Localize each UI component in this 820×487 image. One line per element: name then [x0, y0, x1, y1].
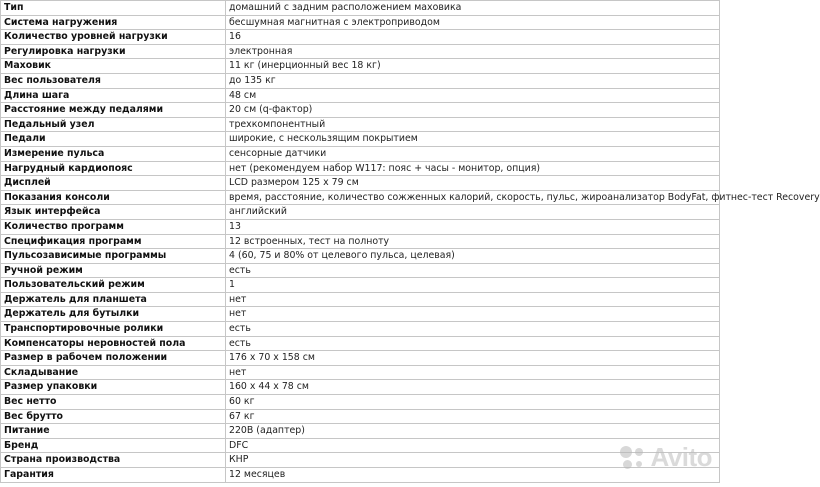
table-row [1, 1, 720, 16]
table-row [1, 453, 720, 468]
spec-label: Вес пользователя [1, 73, 226, 88]
spec-value: домашний с задним расположением маховика [226, 1, 720, 16]
spec-label: Тип [1, 1, 226, 16]
table-row [1, 219, 720, 234]
watermark-text: Avito [650, 442, 712, 472]
spec-label: Количество программ [1, 219, 226, 234]
spec-value: есть [226, 322, 720, 337]
spec-label: Держатель для бутылки [1, 307, 226, 322]
spec-value: 4 (60, 75 и 80% от целевого пульса, целевая) [226, 249, 720, 264]
table-row [1, 88, 720, 103]
spec-value: КНР [226, 453, 720, 468]
spec-label: Складывание [1, 365, 226, 380]
table-row [1, 424, 720, 439]
spec-label: Размер упаковки [1, 380, 226, 395]
spec-value: DFC [226, 438, 720, 453]
spec-label: Бренд [1, 438, 226, 453]
spec-value: 16 [226, 30, 720, 45]
table-row [1, 365, 720, 380]
spec-label: Количество уровней нагрузки [1, 30, 226, 45]
table-row [1, 44, 720, 59]
spec-label: Пользовательский режим [1, 278, 226, 293]
spec-label: Ручной режим [1, 263, 226, 278]
spec-value: бесшумная магнитная с электроприводом [226, 15, 720, 30]
spec-value: нет [226, 292, 720, 307]
spec-label: Вес брутто [1, 409, 226, 424]
table-row [1, 73, 720, 88]
spec-value: электронная [226, 44, 720, 59]
spec-value: есть [226, 263, 720, 278]
spec-value: 1 [226, 278, 720, 293]
table-row [1, 190, 720, 205]
table-row [1, 132, 720, 147]
table-row [1, 395, 720, 410]
spec-value: 176 х 70 х 158 см [226, 351, 720, 366]
spec-label: Педали [1, 132, 226, 147]
spec-label: Дисплей [1, 176, 226, 191]
spec-value: 20 см (q-фактор) [226, 103, 720, 118]
table-row [1, 351, 720, 366]
spec-value: 220В (адаптер) [226, 424, 720, 439]
specifications-body [1, 1, 820, 483]
spec-value: 12 встроенных, тест на полноту [226, 234, 720, 249]
spec-label: Педальный узел [1, 117, 226, 132]
spec-label: Регулировка нагрузки [1, 44, 226, 59]
spec-label: Питание [1, 424, 226, 439]
table-row [1, 322, 720, 337]
spec-value: нет [226, 365, 720, 380]
table-row [1, 176, 720, 191]
spec-value: широкие, с нескользящим покрытием [226, 132, 720, 147]
spec-value: английский [226, 205, 720, 220]
spec-value: до 135 кг [226, 73, 720, 88]
spec-label: Транспортировочные ролики [1, 322, 226, 337]
spec-label: Спецификация программ [1, 234, 226, 249]
spec-value: сенсорные датчики [226, 146, 720, 161]
table-row [1, 103, 720, 118]
spec-label: Вес нетто [1, 395, 226, 410]
table-row [1, 380, 720, 395]
spec-value: 60 кг [226, 395, 720, 410]
spec-value: трехкомпонентный [226, 117, 720, 132]
table-row [1, 263, 720, 278]
spec-value: время, расстояние, количество сожженных калорий, скорость, пульс, жироанализатор BodyFat, фитнес-тест Recovery [226, 190, 720, 205]
spec-label: Пульсозависимые программы [1, 249, 226, 264]
table-row [1, 146, 720, 161]
spec-value: нет [226, 307, 720, 322]
spec-value: 12 месяцев [226, 468, 720, 483]
spec-label: Гарантия [1, 468, 226, 483]
spec-label: Маховик [1, 59, 226, 74]
spec-label: Измерение пульса [1, 146, 226, 161]
table-row [1, 59, 720, 74]
table-row [1, 161, 720, 176]
spec-label: Показания консоли [1, 190, 226, 205]
table-row [1, 468, 720, 483]
table-row [1, 205, 720, 220]
table-row [1, 30, 720, 45]
spec-value: 13 [226, 219, 720, 234]
table-row [1, 438, 720, 453]
spec-value: 11 кг (инерционный вес 18 кг) [226, 59, 720, 74]
spec-label: Компенсаторы неровностей пола [1, 336, 226, 351]
table-row [1, 117, 720, 132]
spec-label: Нагрудный кардиопояс [1, 161, 226, 176]
spec-label: Длина шага [1, 88, 226, 103]
table-row [1, 409, 720, 424]
spec-label: Система нагружения [1, 15, 226, 30]
spec-value: 67 кг [226, 409, 720, 424]
table-row [1, 249, 720, 264]
spec-label: Язык интерфейса [1, 205, 226, 220]
spec-label: Страна производства [1, 453, 226, 468]
table-row [1, 234, 720, 249]
table-row [1, 278, 720, 293]
table-row [1, 336, 720, 351]
spec-label: Держатель для планшета [1, 292, 226, 307]
spec-value: есть [226, 336, 720, 351]
spec-value: 48 см [226, 88, 720, 103]
spec-label: Размер в рабочем положении [1, 351, 226, 366]
table-row [1, 15, 720, 30]
spec-label: Расстояние между педалями [1, 103, 226, 118]
table-row [1, 307, 720, 322]
spec-value: 160 х 44 х 78 см [226, 380, 720, 395]
table-row [1, 292, 720, 307]
spec-value: нет (рекомендуем набор W117: пояс + часы - монитор, опция) [226, 161, 720, 176]
spec-value: LCD размером 125 х 79 см [226, 176, 720, 191]
